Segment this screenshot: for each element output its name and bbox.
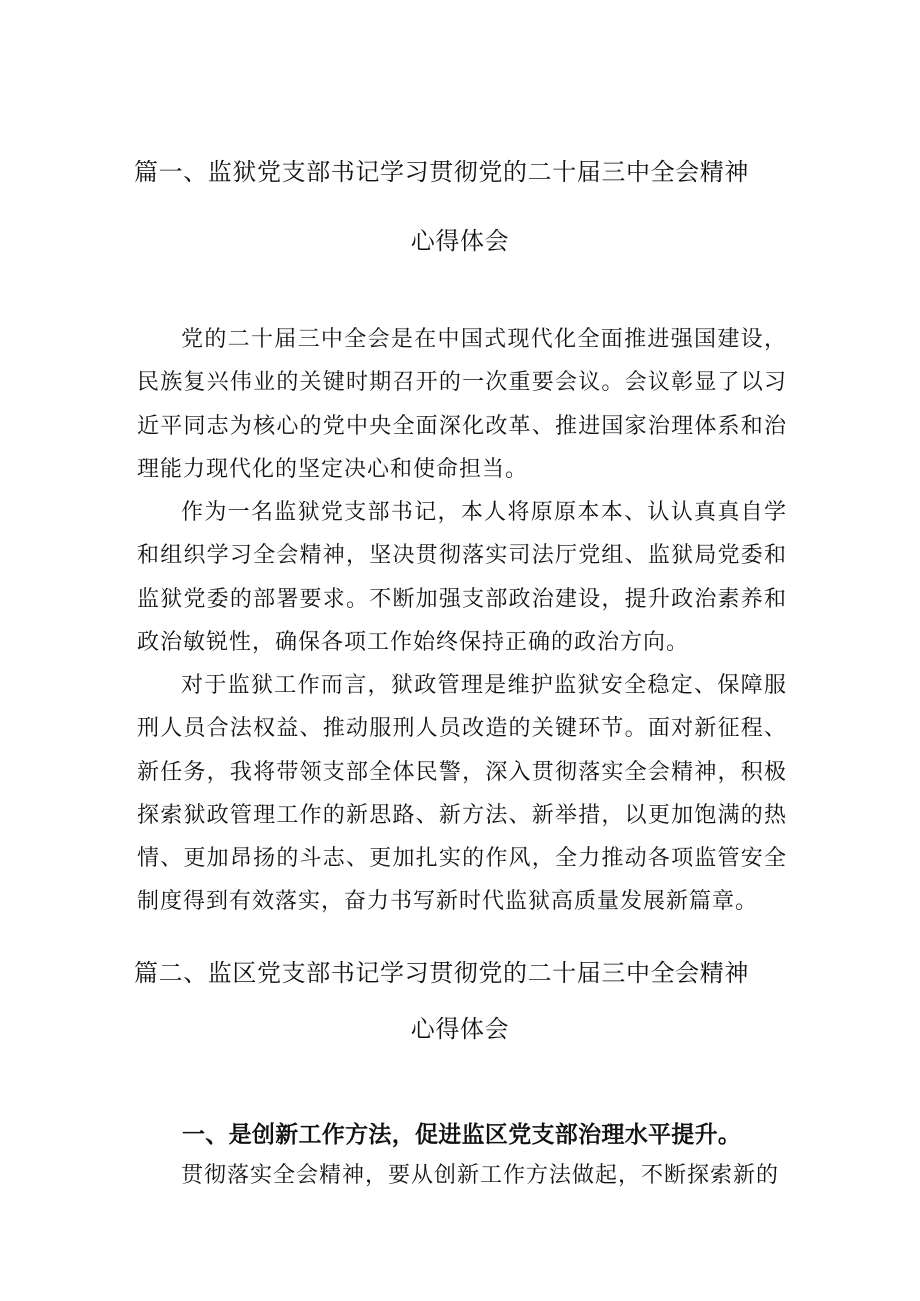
section-2-subheading: 一、是创新工作方法，促进监区党支部治理水平提升。 [182,1122,742,1148]
section-1-paragraph-2: 作为一名监狱党支部书记，本人将原原本本、认认真真自学和组织学习全会精神，坚决贯彻落实司法厅党组、监狱局党委和监狱党委的部署要求。不断加强支部政治建设，提升政治素养和政治敏锐性，确保各项工作始终保持正确的政治方向。 [137,500,787,655]
section-1-paragraph-1: 党的二十届三中全会是在中国式现代化全面推进强国建设，民族复兴伟业的关键时期召开的一次重要会议。会议彰显了以习近平同志为核心的党中央全面深化改革、推进国家治理体系和治理能力现代化的坚定决心和使命担当。 [137,327,787,482]
section-1-title-line-2: 心得体会 [410,227,510,255]
section-2-title-line-2: 心得体会 [410,1015,510,1043]
section-2-title-line-1: 篇二、监区党支部书记学习贯彻党的二十届三中全会精神 [134,959,749,987]
section-1-title-line-1: 篇一、监狱党支部书记学习贯彻党的二十届三中全会精神 [134,158,749,186]
section-1-paragraph-3: 对于监狱工作而言，狱政管理是维护监狱安全稳定、保障服刑人员合法权益、推动服刑人员改造的关键环节。面对新征程、新任务，我将带领支部全体民警，深入贯彻落实全会精神，积极探索狱政管理工作的新思路、新方法、新举措，以更加饱满的热情、更加昂扬的斗志、更加扎实的作风，全力推动各项监管安全制度得到有效落实，奋力书写新时代监狱高质量发展新篇章。 [137,673,787,915]
section-2-paragraph-1: 贯彻落实全会精神，要从创新工作方法做起，不断探索新的 [181,1163,780,1188]
